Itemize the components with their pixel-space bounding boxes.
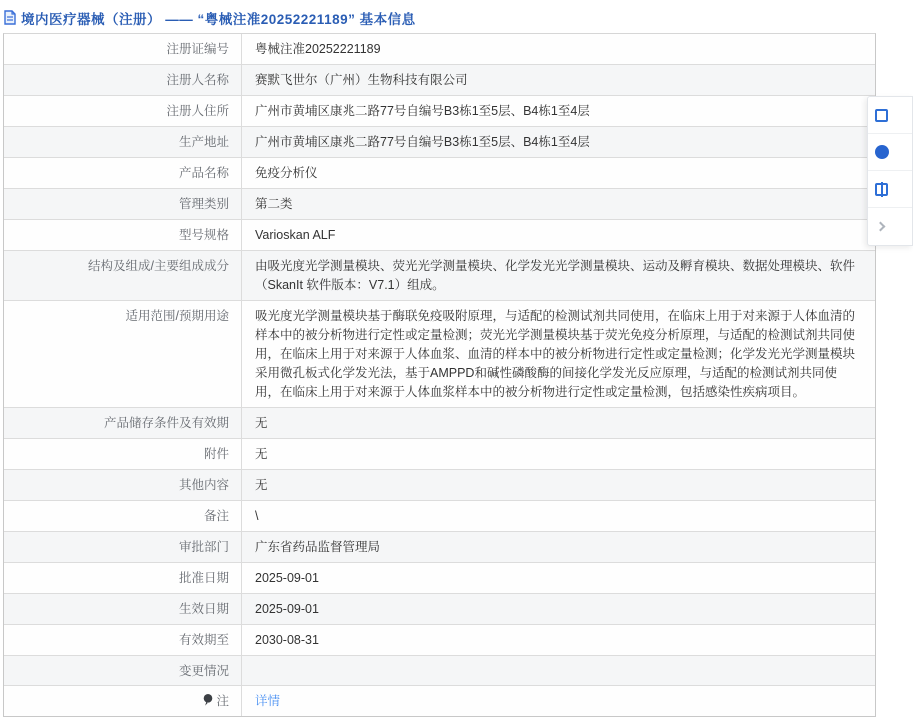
field-value-text: 广东省药品监督管理局 (255, 540, 381, 554)
field-value (242, 594, 875, 624)
field-label (4, 158, 242, 188)
field-label-text: 有效期至 (178, 633, 229, 647)
field-label (4, 127, 242, 157)
field-value (242, 656, 875, 685)
field-label (4, 563, 242, 593)
field-label-text: 注册人住所 (166, 104, 229, 118)
field-label-text: 生产地址 (178, 135, 229, 149)
field-value-text: 2025-09-01 (255, 571, 319, 585)
document-icon (3, 10, 17, 25)
field-label-text: 产品名称 (178, 166, 229, 180)
field-value (242, 189, 875, 219)
field-value-text: 粤械注准20252221189 (255, 42, 381, 56)
field-label-text: 变更情况 (178, 664, 229, 678)
field-label (4, 251, 242, 300)
field-value-text: 赛默飞世尔（广州）生物科技有限公司 (255, 73, 468, 87)
field-value (242, 65, 875, 95)
table-row (4, 158, 875, 189)
field-label (4, 189, 242, 219)
field-label (4, 686, 242, 716)
table-row (4, 532, 875, 563)
field-label (4, 625, 242, 655)
field-label-text: 生效日期 (178, 602, 229, 616)
field-label-text: 其他内容 (178, 478, 229, 492)
field-value (242, 408, 875, 438)
chevron-right-icon-glyph (876, 222, 886, 232)
bulb-icon (202, 693, 214, 707)
field-label-text: 结构及组成/主要组成成分 (88, 259, 229, 273)
field-value (242, 470, 875, 500)
field-value (242, 96, 875, 126)
field-label (4, 96, 242, 126)
field-label (4, 532, 242, 562)
field-value (242, 686, 875, 716)
field-value-text: 广州市黄埔区康兆二路77号自编号B3栋1至5层、B4栋1至4层 (255, 135, 590, 149)
app-pin-icon-glyph (875, 183, 888, 196)
field-label-text: 产品储存条件及有效期 (103, 416, 229, 430)
field-value (242, 301, 875, 407)
table-row (4, 96, 875, 127)
table-row (4, 439, 875, 470)
field-value-text: 第二类 (255, 197, 293, 211)
table-row (4, 408, 875, 439)
table-row (4, 189, 875, 220)
field-value (242, 625, 875, 655)
floating-side-panel (867, 96, 913, 246)
field-value-text: 广州市黄埔区康兆二路77号自编号B3栋1至5层、B4栋1至4层 (255, 104, 590, 118)
table-row (4, 594, 875, 625)
field-label (4, 408, 242, 438)
table-row (4, 470, 875, 501)
circle-badge-icon-glyph (875, 145, 889, 159)
field-value (242, 34, 875, 64)
field-value-text: 无 (255, 478, 268, 492)
field-label (4, 470, 242, 500)
field-label (4, 220, 242, 250)
field-label (4, 501, 242, 531)
table-row (4, 220, 875, 251)
field-label-text: 注册证编号 (166, 42, 229, 56)
field-label-text: 管理类别 (178, 197, 229, 211)
field-value-text: 2025-09-01 (255, 602, 319, 616)
app-pin-icon[interactable] (868, 171, 912, 208)
field-label (4, 594, 242, 624)
field-value (242, 532, 875, 562)
field-label-text: 注册人名称 (166, 73, 229, 87)
field-value (242, 251, 875, 300)
chevron-right-icon[interactable] (868, 208, 912, 245)
field-value (242, 439, 875, 469)
field-label-text: 附件 (203, 447, 229, 461)
window-icon-glyph (875, 109, 888, 122)
table-row (4, 127, 875, 158)
table-row (4, 686, 875, 716)
field-label (4, 34, 242, 64)
field-label-text: 批准日期 (178, 571, 229, 585)
field-label (4, 301, 242, 407)
circle-badge-icon[interactable] (868, 134, 912, 171)
field-value (242, 158, 875, 188)
field-value (242, 501, 875, 531)
field-value-text: \ (255, 509, 259, 523)
table-row (4, 251, 875, 301)
field-value-text: 免疫分析仪 (255, 166, 318, 180)
window-icon[interactable] (868, 97, 912, 134)
field-label-text: 型号规格 (178, 228, 229, 242)
field-label (4, 656, 242, 685)
registration-info-table (3, 33, 876, 717)
field-value-text: 吸光度光学测量模块基于酶联免疫吸附原理，与适配的检测试剂共同使用，在临床上用于对来源于人体血清的样本中的被分析物进行定性或定量检测；荧光光学测量模块基于荧光免疫分析原理，与适配的检测试剂共同使用，在临床上用于对来源于人体血浆、血清的样本中的被分析物进行定性或定量检测；化学发光光学测量模块采用微孔板式化学发光法，基于AMPPD和碱性磷酸酶的间接化学发光反应原理，与适配的检测试剂共同使用，在临床上用于对来源于人体血浆样本中的被分析物进行定性或定量检测，包括感染性疾病项目。 (255, 309, 856, 399)
field-label-text: 审批部门 (178, 540, 229, 554)
field-label-text: 适用范围/预期用途 (125, 309, 229, 323)
table-row (4, 563, 875, 594)
field-value-text: Varioskan ALF (255, 228, 336, 242)
field-value (242, 220, 875, 250)
page-header (0, 0, 882, 33)
page-title: 境内医疗器械（注册） —— “粤械注准20252221189” 基本信息 (21, 11, 416, 27)
table-row (4, 656, 875, 686)
field-value-text: 2030-08-31 (255, 633, 319, 647)
table-row (4, 34, 875, 65)
field-label (4, 439, 242, 469)
table-row (4, 65, 875, 96)
field-value-text: 无 (255, 416, 268, 430)
field-label (4, 65, 242, 95)
detail-link[interactable]: 详情 (255, 694, 281, 709)
table-row (4, 501, 875, 532)
table-row (4, 301, 875, 408)
field-label-text: 注 (216, 694, 229, 709)
field-value-text: 由吸光度光学测量模块、荧光光学测量模块、化学发光光学测量模块、运动及孵育模块、数据处理模块、软件（SkanIt 软件版本：V7.1）组成。 (255, 259, 856, 292)
field-value-text: 无 (255, 447, 268, 461)
table-row (4, 625, 875, 656)
field-value (242, 563, 875, 593)
field-value (242, 127, 875, 157)
field-label-text: 备注 (203, 509, 229, 523)
